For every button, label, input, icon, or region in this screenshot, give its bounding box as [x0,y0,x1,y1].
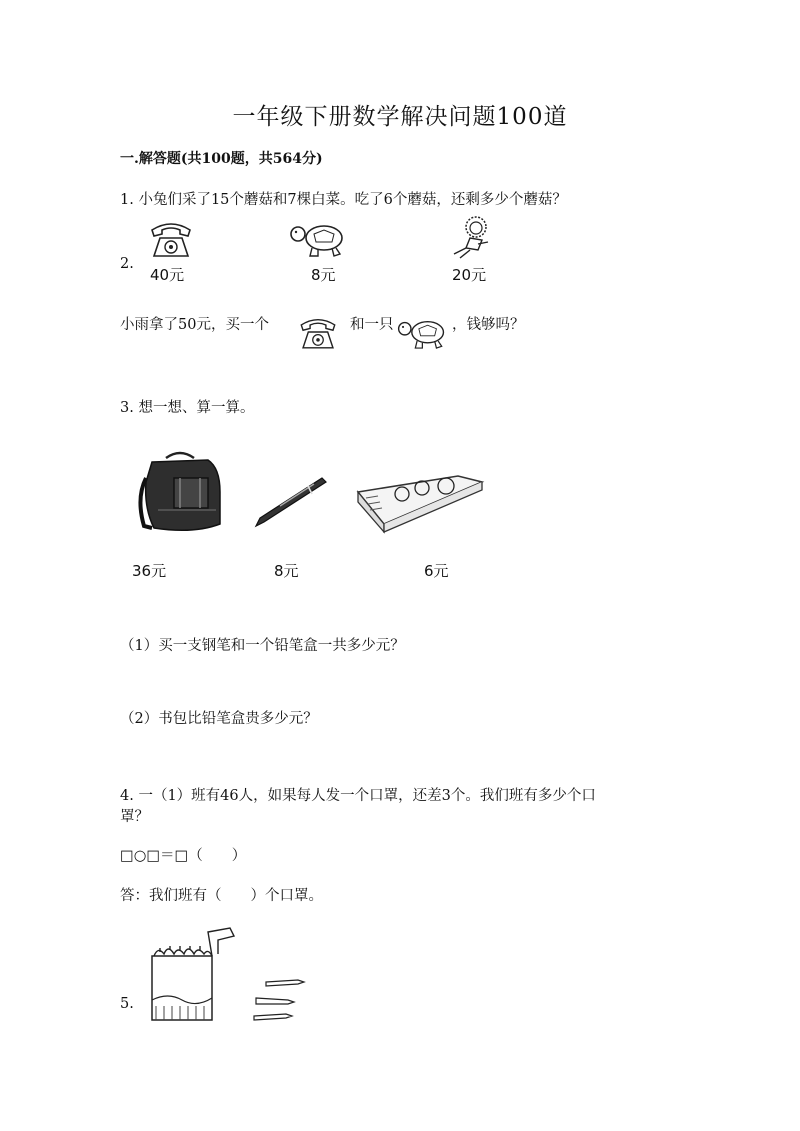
turtle-toy-icon [288,220,354,260]
pencil-box-icon [354,462,486,532]
pencil-box-price: 6元 [424,562,449,580]
turtle-toy-icon [396,316,454,352]
section-heading: 一.解答题(共100题，共564分) [120,151,323,167]
backpack-price: 36元 [132,562,167,580]
turtle-price: 8元 [311,266,336,284]
question-3: 3. 想一想、算一算。 [120,400,255,416]
boy-doll-price: 20元 [452,266,487,284]
telephone-price: 40元 [150,266,185,284]
question-2-text-c: ，钱够吗？ [452,317,525,333]
backpack-icon [134,448,226,534]
question-4-line-2: 罩？ [120,809,149,825]
telephone-icon [296,312,340,352]
pen-icon [250,474,328,530]
question-2-text-b: 和一只 [350,317,394,333]
page-title: 一年级下册数学解决问题100道 [232,104,568,130]
boy-doll-icon [448,214,494,260]
telephone-icon [146,216,196,260]
question-4-equation: □○□＝□（ ） [120,848,247,864]
pencil-box-with-pencils-icon [148,926,304,1026]
question-5-number: 5. [120,996,134,1012]
pen-price: 8元 [274,562,299,580]
question-4-answer: 答：我们班有（ ）个口罩。 [120,888,323,904]
question-4-line-1: 4. 一（1）班有46人，如果每人发一个口罩，还差3个。我们班有多少个口 [120,788,596,804]
question-2-number: 2. [120,256,134,272]
question-3-part-1: （1）买一支钢笔和一个铅笔盒一共多少元？ [120,638,405,654]
question-3-part-2: （2）书包比铅笔盒贵多少元？ [120,711,318,727]
question-2-text-a: 小雨拿了50元，买一个 [120,317,269,333]
question-1: 1. 小兔们采了15个蘑菇和7棵白菜。吃了6个蘑菇，还剩多少个蘑菇？ [120,192,567,208]
